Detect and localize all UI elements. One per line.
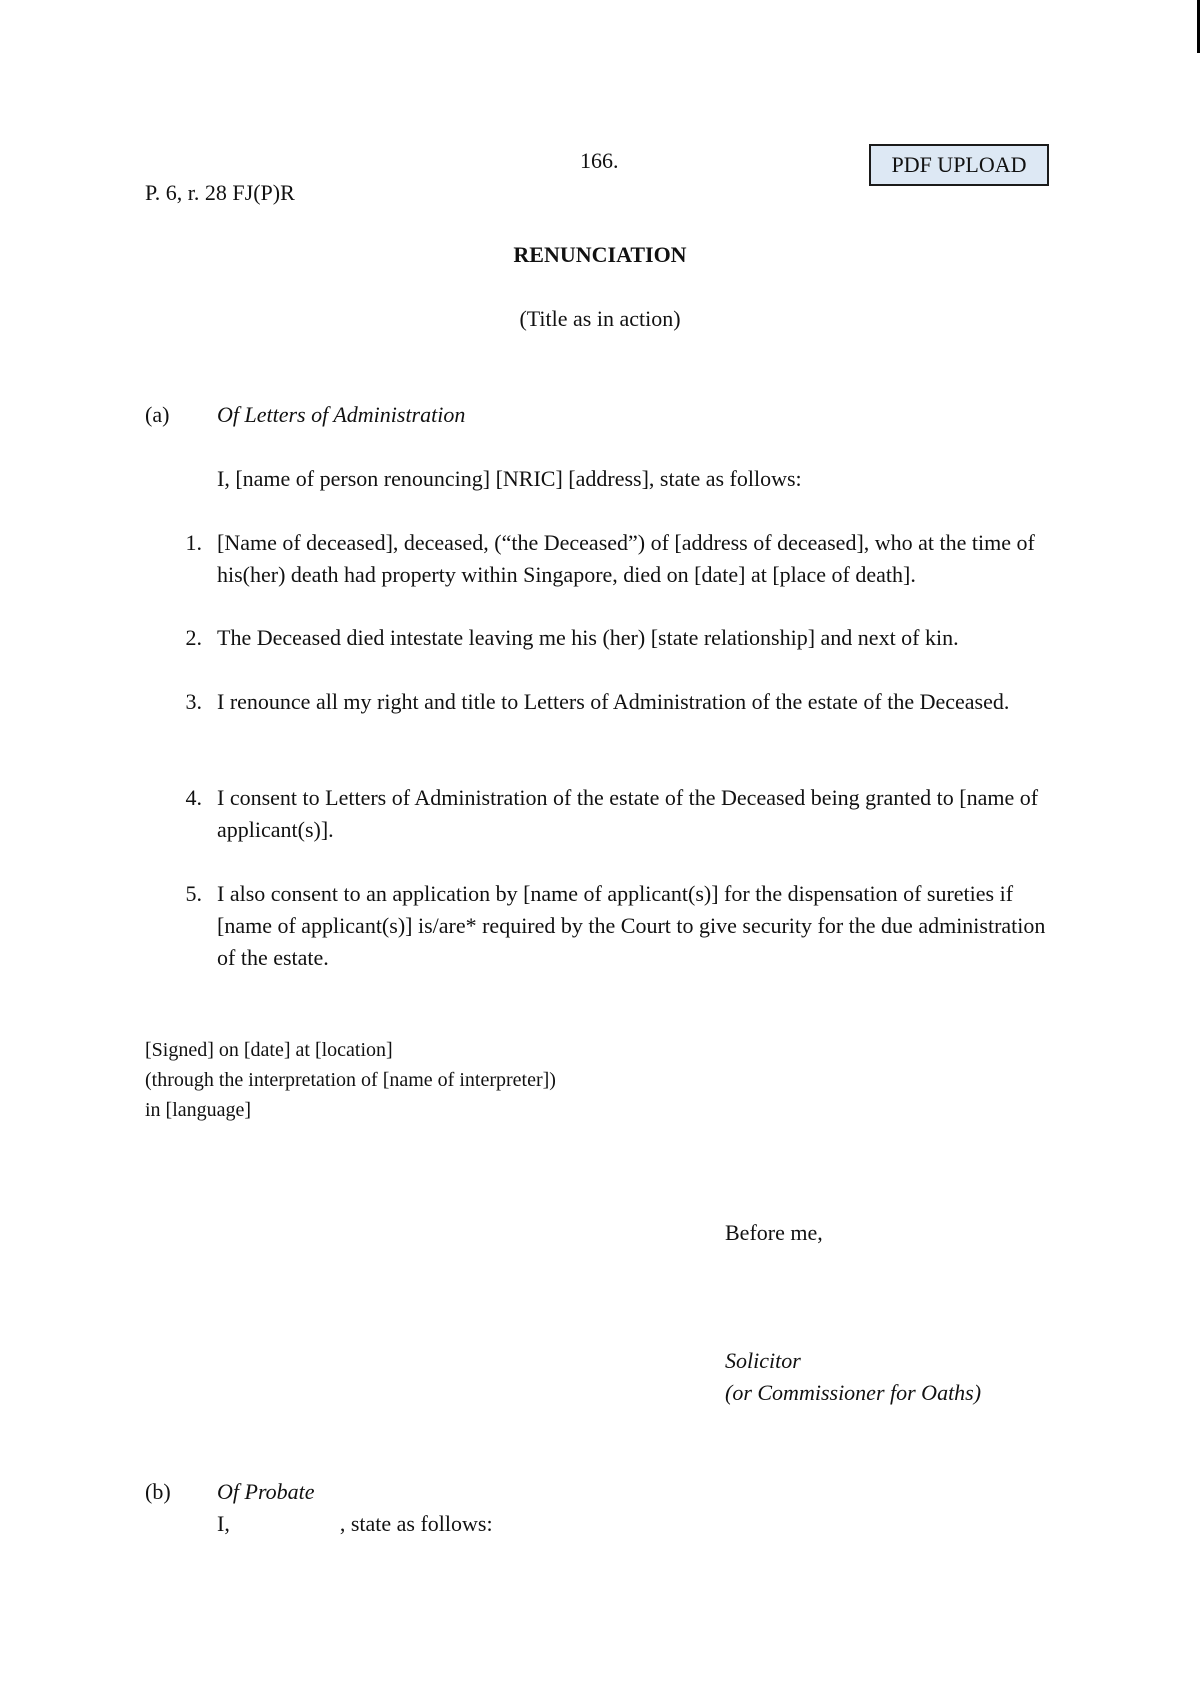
page-number: 166. bbox=[580, 148, 619, 173]
list-item-text: [Name of deceased], deceased, (“the Deceased”) of [address of deceased], who at the time of his(her) death had property within Singapore, died on [date] at [place of death]. bbox=[217, 530, 1035, 587]
signature-line: [Signed] on [date] at [location] bbox=[145, 1039, 393, 1061]
solicitor-block bbox=[725, 1345, 981, 1409]
section-b-intro-start: I, bbox=[217, 1511, 230, 1536]
list-item-number: 4. bbox=[185, 785, 202, 810]
commissioner-label: (or Commissioner for Oaths) bbox=[725, 1380, 982, 1405]
section-b-title: Of Probate bbox=[217, 1479, 315, 1504]
list-item-number: 3. bbox=[185, 689, 202, 714]
solicitor-label: Solicitor bbox=[725, 1348, 801, 1373]
list-item-number: 1. bbox=[185, 530, 202, 555]
section-a-letter: (a) bbox=[145, 402, 170, 427]
list-item-number: 5. bbox=[185, 881, 202, 906]
section-a-intro: I, [name of person renouncing] [NRIC] [address], state as follows: bbox=[217, 466, 802, 491]
list-item-text: I consent to Letters of Administration of the estate of the Deceased being granted to [name of applicant(s)]. bbox=[217, 785, 1039, 842]
language-line: in [language] bbox=[145, 1099, 252, 1121]
form-reference: P. 6, r. 28 FJ(P)R bbox=[145, 180, 295, 205]
list-item-text: I renounce all my right and title to Letters of Administration of the estate of the Deceased. bbox=[217, 689, 1010, 714]
section-b-intro-end: , state as follows: bbox=[339, 1511, 493, 1536]
before-me-text: Before me, bbox=[725, 1220, 823, 1245]
document-title: RENUNCIATION bbox=[513, 242, 687, 267]
list-item-number: 2. bbox=[185, 625, 202, 650]
section-b-letter: (b) bbox=[145, 1479, 171, 1504]
document-subtitle: (Title as in action) bbox=[519, 306, 681, 331]
pdf-upload-stamp: PDF UPLOAD bbox=[869, 144, 1049, 186]
signature-block bbox=[145, 1035, 556, 1125]
section-b-intro bbox=[217, 1508, 493, 1540]
section-a-title: Of Letters of Administration bbox=[217, 402, 466, 427]
list-item-text: The Deceased died intestate leaving me his (her) [state relationship] and next of kin. bbox=[217, 625, 959, 650]
interpretation-line: (through the interpretation of [name of interpreter]) bbox=[145, 1069, 556, 1091]
list-item-text: I also consent to an application by [name of applicant(s)] for the dispensation of sureties if [name of applicant(s)] is/are* required by the Court to give security for the due administration of the estate. bbox=[217, 881, 1046, 970]
